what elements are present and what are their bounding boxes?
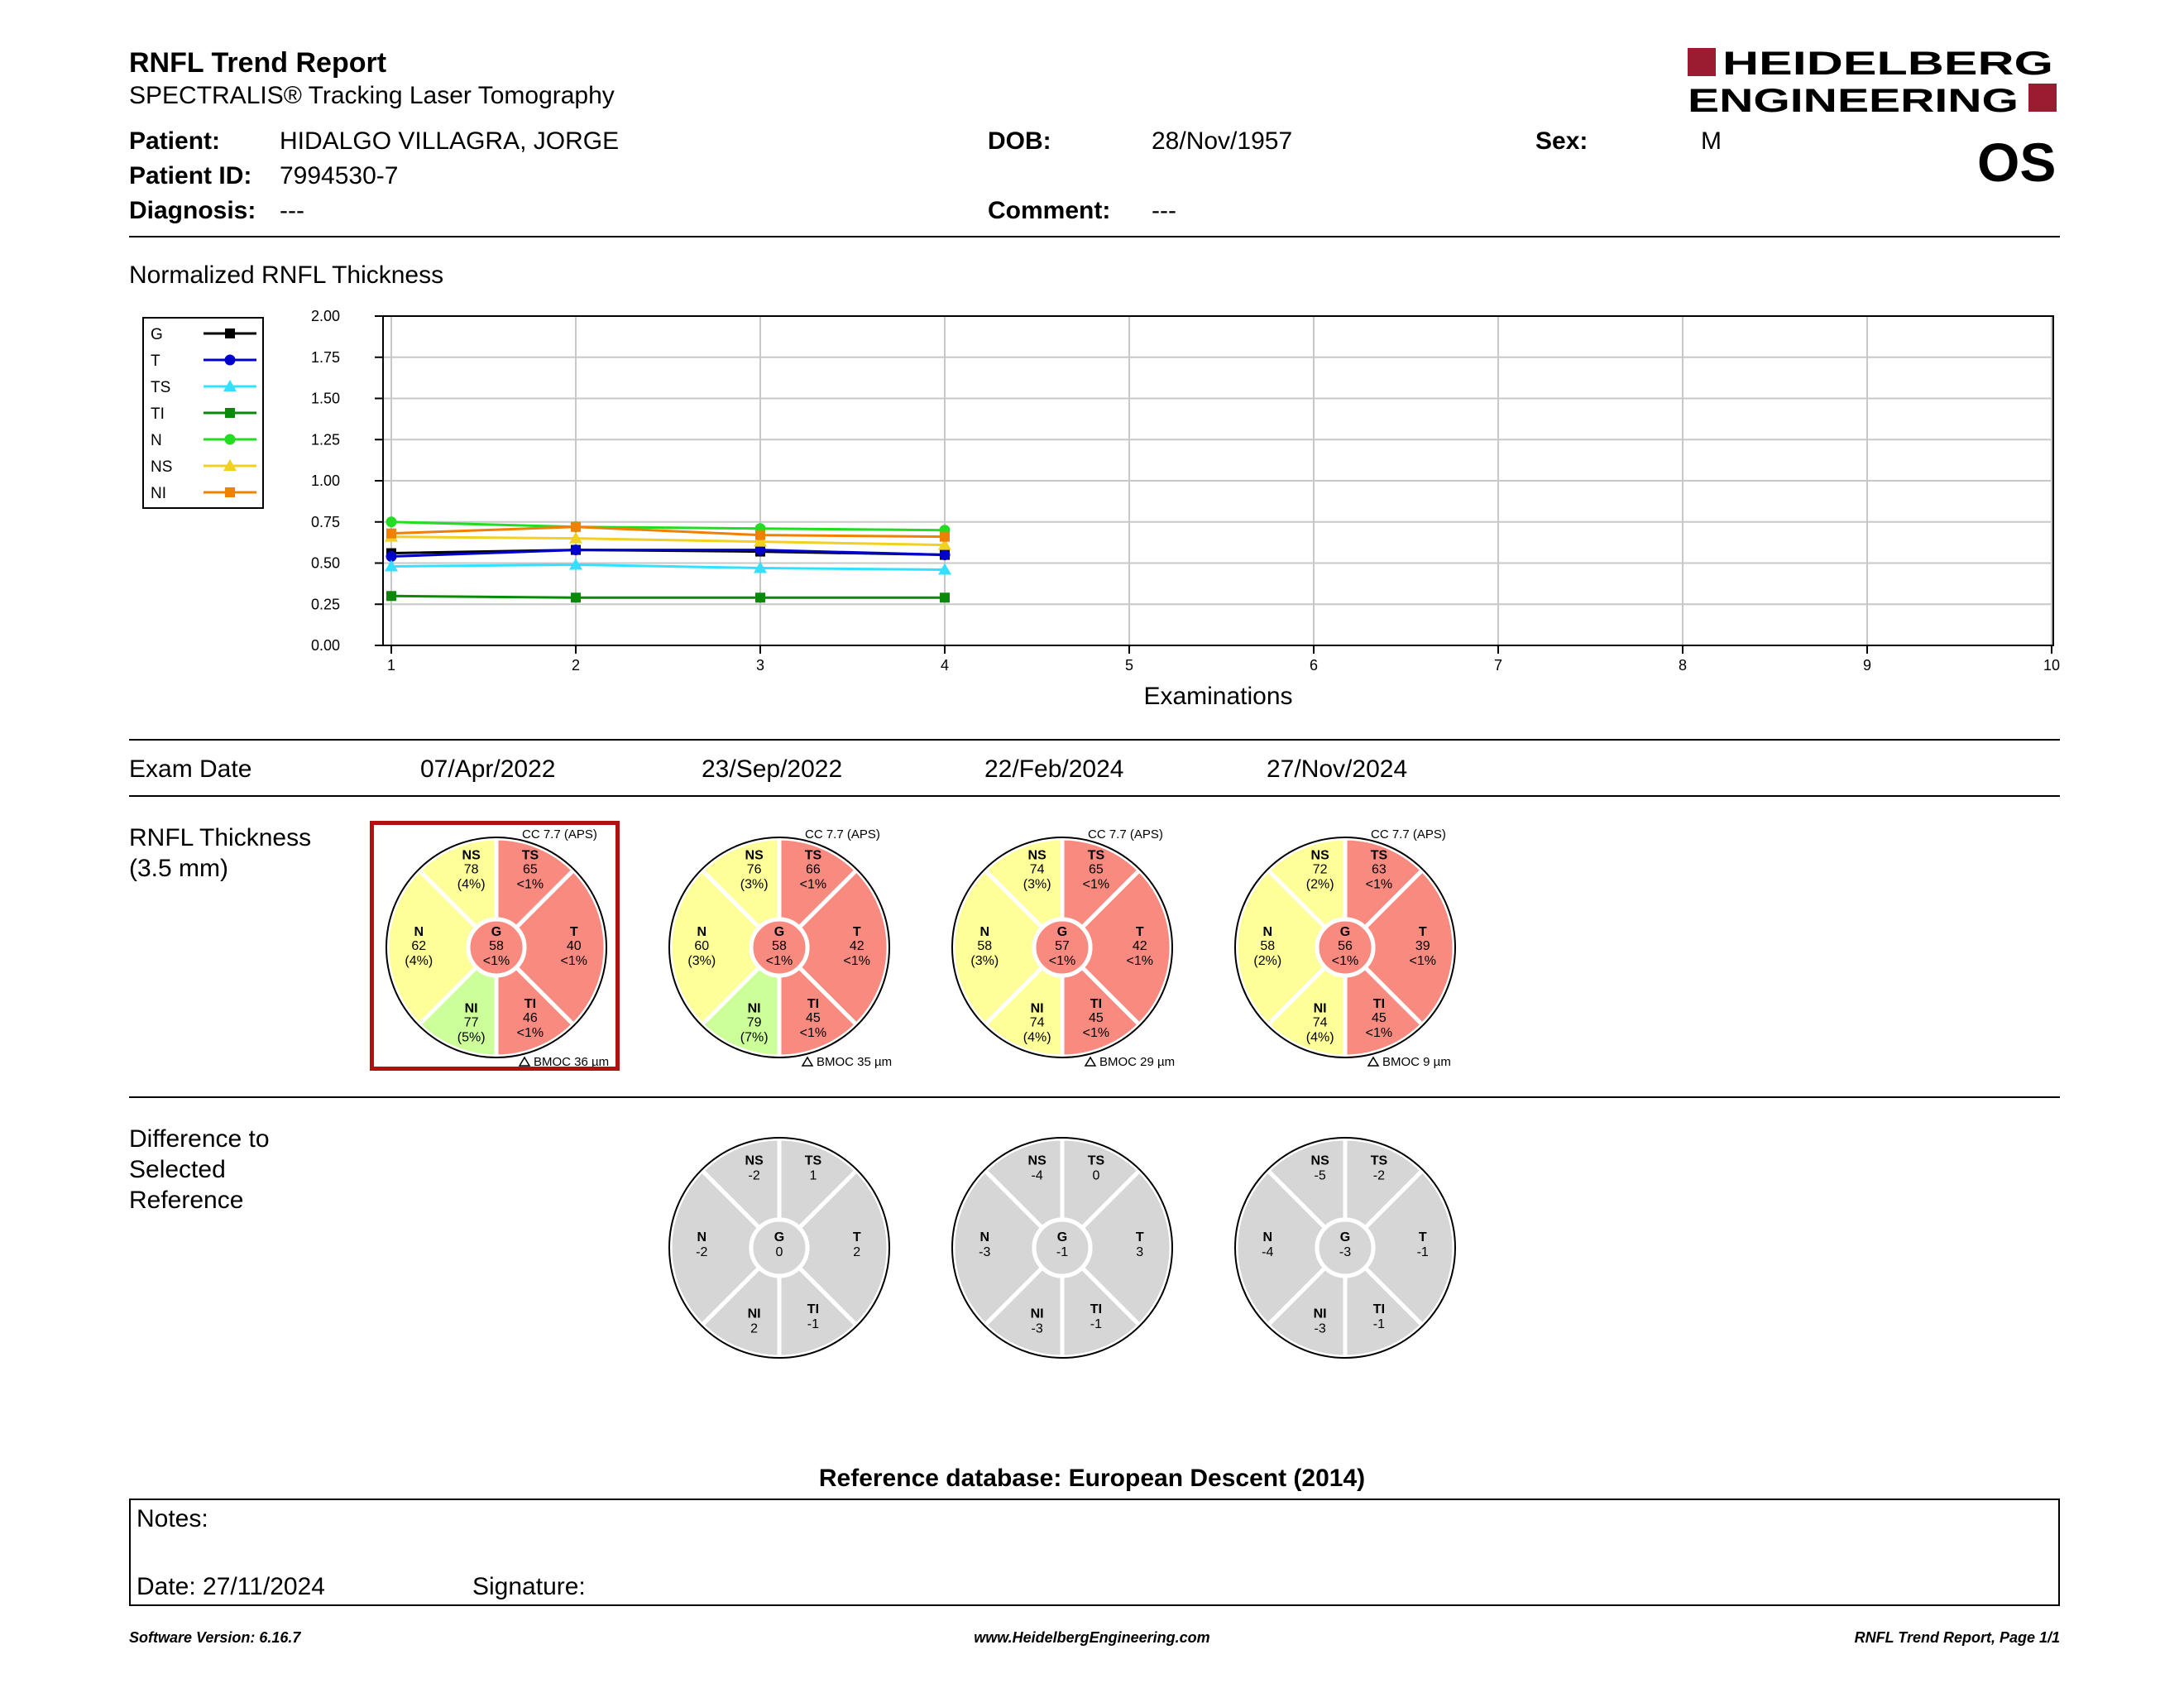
sector-value: -5 xyxy=(1314,1168,1326,1183)
x-tick-label: 6 xyxy=(1309,657,1319,674)
y-tick-label: 0.75 xyxy=(310,513,340,530)
sector-label: T xyxy=(1418,925,1427,939)
legend-marker xyxy=(225,328,235,338)
signature-label: Signature: xyxy=(472,1573,586,1600)
delta-icon xyxy=(1085,1057,1095,1066)
sector-percentile: (3%) xyxy=(740,877,769,892)
sector-value: 0 xyxy=(1092,1168,1100,1183)
sector-label: TI xyxy=(807,997,820,1012)
patient-label: Patient: xyxy=(129,127,221,155)
data-point-t xyxy=(571,544,582,555)
sector-value: 79 xyxy=(746,1015,762,1030)
sector-value: 2 xyxy=(853,1245,861,1259)
y-tick-label: 2.00 xyxy=(310,308,340,324)
sector-percentile: <1% xyxy=(843,954,870,968)
series-n xyxy=(386,516,951,535)
sector-value: -3 xyxy=(979,1245,991,1259)
sector-label: TI xyxy=(1090,997,1103,1012)
y-tick-label: 1.25 xyxy=(310,431,340,448)
sector-value: -3 xyxy=(1314,1321,1326,1336)
sector-label: N xyxy=(414,925,424,939)
notes-label: Notes: xyxy=(136,1505,208,1532)
sector-value: -1 xyxy=(1416,1245,1429,1259)
sector-percentile: <1% xyxy=(1082,877,1110,892)
sector-label: TI xyxy=(807,1302,820,1317)
difference-circles-row xyxy=(0,1134,2184,1374)
sector-label: TS xyxy=(521,848,539,863)
sector-value: -2 xyxy=(1372,1168,1386,1183)
sector-value: 65 xyxy=(523,862,538,877)
sector-label: NI xyxy=(1030,1307,1044,1321)
sex-value: M xyxy=(1701,127,1722,155)
data-point-ti xyxy=(940,592,950,602)
delta-icon xyxy=(802,1057,812,1066)
sector-label: N xyxy=(697,925,707,939)
sector-value: -3 xyxy=(1339,1245,1352,1259)
series-line-ti xyxy=(391,596,945,597)
x-tick-label: 7 xyxy=(1493,657,1503,674)
divider xyxy=(129,236,2060,237)
sector-percentile: (7%) xyxy=(740,1030,769,1045)
sector-value: -1 xyxy=(1090,1317,1103,1332)
sector-label: N xyxy=(979,925,990,939)
sector-percentile: (4%) xyxy=(457,877,486,892)
data-point-ti xyxy=(755,592,765,602)
sector-percentile: (4%) xyxy=(1305,1030,1334,1045)
sector-value: -3 xyxy=(1031,1321,1043,1336)
sector-percentile: (3%) xyxy=(687,954,716,968)
sector-label: T xyxy=(1135,1230,1144,1244)
sector-value: 72 xyxy=(1312,862,1328,877)
sector-percentile: (4%) xyxy=(405,954,433,968)
sector-value: 74 xyxy=(1312,1015,1328,1030)
y-tick-label: 0.50 xyxy=(310,554,340,572)
sector-value: 40 xyxy=(566,939,582,953)
sector-value: -4 xyxy=(1262,1245,1274,1259)
sector-label: N xyxy=(979,1230,990,1244)
sector-value: 2 xyxy=(750,1321,759,1336)
sector-label: TS xyxy=(804,1153,822,1168)
sector-value: 66 xyxy=(806,862,821,877)
sector-percentile: <1% xyxy=(799,877,827,892)
website-link[interactable]: www.HeidelbergEngineering.com xyxy=(974,1629,1210,1646)
sector-label: NS xyxy=(745,848,764,863)
rnfl-label-line2: (3.5 mm) xyxy=(129,855,228,882)
sector-label: NI xyxy=(1030,1001,1044,1016)
divider xyxy=(129,795,2060,797)
series-ti xyxy=(386,591,950,602)
x-tick-label: 2 xyxy=(571,657,581,674)
sector-percentile: (2%) xyxy=(1253,954,1282,968)
exam-date-2: 23/Sep/2022 xyxy=(702,755,843,783)
x-tick-label: 10 xyxy=(2043,657,2061,674)
cc-label: CC 7.7 (APS) xyxy=(1371,827,1446,842)
legend-marker xyxy=(225,434,236,445)
sector-value: 63 xyxy=(1372,862,1387,877)
sector-value: 0 xyxy=(775,1245,783,1259)
sector-label: TI xyxy=(1090,1302,1103,1317)
sector-label: NI xyxy=(747,1307,761,1321)
y-tick-label: 1.00 xyxy=(310,472,340,489)
sector-label: NS xyxy=(745,1153,764,1168)
sector-value: 58 xyxy=(772,939,787,953)
data-point-n xyxy=(386,516,397,527)
sector-percentile: <1% xyxy=(1082,1026,1110,1041)
sector-label: NS xyxy=(1310,1153,1329,1168)
sector-label: TS xyxy=(1370,1153,1388,1168)
sector-label: TI xyxy=(1372,997,1386,1012)
sector-percentile: <1% xyxy=(482,954,510,968)
sector-value: 65 xyxy=(1089,862,1104,877)
chart-section-title: Normalized RNFL Thickness xyxy=(129,261,444,289)
sector-percentile: <1% xyxy=(1331,954,1359,968)
sector-percentile: <1% xyxy=(1365,1026,1393,1041)
chart-legend xyxy=(143,318,263,508)
series-ts xyxy=(385,558,951,574)
patient-id-label: Patient ID: xyxy=(129,162,252,189)
x-axis-label: Examinations xyxy=(1143,683,1293,710)
dob-label: DOB: xyxy=(988,127,1051,155)
sector-value: -2 xyxy=(748,1168,760,1183)
sector-value: 42 xyxy=(849,939,864,953)
data-point-ni xyxy=(755,530,765,540)
thickness-circles-row xyxy=(0,819,2184,1076)
sector-label: NI xyxy=(1313,1001,1327,1016)
report-title: RNFL Trend Report xyxy=(129,47,387,79)
sector-value: 39 xyxy=(1415,939,1430,953)
legend-label: TS xyxy=(151,379,171,396)
divider xyxy=(129,739,2060,741)
cc-label: CC 7.7 (APS) xyxy=(522,827,597,842)
sector-value: 76 xyxy=(746,862,762,877)
sector-percentile: (3%) xyxy=(1023,877,1051,892)
comment-label: Comment: xyxy=(988,197,1111,224)
sector-percentile: <1% xyxy=(1409,954,1436,968)
legend-marker xyxy=(225,355,236,366)
sector-value: 78 xyxy=(463,862,479,877)
notes-box[interactable] xyxy=(129,1499,2060,1606)
sector-label: N xyxy=(1262,1230,1273,1244)
sector-percentile: <1% xyxy=(1126,954,1153,968)
sector-value: 60 xyxy=(694,939,710,953)
data-point-ni xyxy=(940,532,950,542)
date-label: Date: 27/11/2024 xyxy=(136,1573,325,1600)
x-tick-label: 9 xyxy=(1862,657,1872,674)
sector-value: 58 xyxy=(1260,939,1276,953)
sector-label: TS xyxy=(1087,1153,1105,1168)
series-line-ns xyxy=(391,537,945,545)
exam-date-label: Exam Date xyxy=(129,755,252,783)
sector-label: N xyxy=(1262,925,1273,939)
data-point-ti xyxy=(386,591,396,601)
comment-value: --- xyxy=(1152,197,1176,224)
sector-value: 56 xyxy=(1338,939,1353,953)
sector-value: 74 xyxy=(1029,1015,1045,1030)
sector-label: NI xyxy=(747,1001,761,1016)
sector-value: 1 xyxy=(809,1168,817,1183)
logo-line2: ENGINEERING xyxy=(1688,83,2019,116)
reference-database: Reference database: European Descent (2014) xyxy=(818,1465,1366,1492)
sector-value: -1 xyxy=(1056,1245,1069,1259)
series-t xyxy=(386,544,951,562)
legend-label: TI xyxy=(151,405,165,423)
sector-label: N xyxy=(697,1230,707,1244)
series-ns xyxy=(385,530,951,550)
logo-line1: HEIDELBERG xyxy=(1722,46,2053,82)
legend-marker xyxy=(225,487,235,497)
divider xyxy=(129,1096,2060,1098)
series-line-n xyxy=(391,522,945,530)
legend-label: G xyxy=(151,326,163,343)
sector-value: -1 xyxy=(807,1317,820,1332)
sector-label: G xyxy=(1339,925,1351,939)
sector-value: -4 xyxy=(1031,1168,1043,1183)
sector-percentile: <1% xyxy=(765,954,793,968)
sector-label: T xyxy=(852,1230,861,1244)
logo-graphic xyxy=(1688,46,2060,116)
sector-value: -2 xyxy=(696,1245,708,1259)
legend-marker xyxy=(225,408,235,418)
sector-value: 77 xyxy=(463,1015,479,1030)
sector-value: 45 xyxy=(806,1011,821,1026)
sector-value: 62 xyxy=(411,939,427,953)
sector-value: 58 xyxy=(489,939,504,953)
sector-label: G xyxy=(774,1230,785,1244)
sector-label: TI xyxy=(1372,1302,1386,1317)
legend-label: NI xyxy=(151,485,166,502)
y-tick-label: 1.75 xyxy=(310,348,340,366)
delta-icon xyxy=(1368,1057,1378,1066)
sector-percentile: <1% xyxy=(1365,877,1393,892)
x-tick-label: 3 xyxy=(755,657,765,674)
trend-chart xyxy=(0,298,2184,712)
data-point-ni xyxy=(386,529,396,539)
sector-percentile: <1% xyxy=(560,954,587,968)
legend-label: NS xyxy=(151,458,173,476)
patient-name: HIDALGO VILLAGRA, JORGE xyxy=(280,127,620,155)
sector-percentile: (2%) xyxy=(1305,877,1334,892)
x-tick-label: 5 xyxy=(1124,657,1134,674)
sector-label: G xyxy=(774,925,785,939)
eye-indicator: OS xyxy=(1977,132,2057,193)
legend-label: T xyxy=(151,352,160,370)
sector-label: TI xyxy=(524,997,537,1012)
sector-label: NS xyxy=(462,848,481,863)
bmoc-label: BMOC 9 µm xyxy=(1382,1055,1451,1069)
heidelberg-logo xyxy=(1688,46,2060,116)
rnfl-label-line1: RNFL Thickness xyxy=(129,824,312,851)
sector-label: NS xyxy=(1310,848,1329,863)
sector-percentile: <1% xyxy=(799,1026,827,1041)
sector-value: 74 xyxy=(1029,862,1045,877)
sector-label: G xyxy=(491,925,502,939)
sector-label: NS xyxy=(1027,1153,1046,1168)
sector-value: 46 xyxy=(523,1011,538,1026)
y-tick-label: 0.00 xyxy=(310,637,340,654)
sector-percentile: (5%) xyxy=(457,1030,486,1045)
dob-value: 28/Nov/1957 xyxy=(1152,127,1293,155)
sector-label: TS xyxy=(1087,848,1105,863)
thickness-circle[interactable] xyxy=(1217,819,1490,1076)
data-point-t xyxy=(940,549,951,560)
series-line-ts xyxy=(391,564,945,569)
bmoc-label: BMOC 35 µm xyxy=(817,1055,893,1069)
sector-percentile: (4%) xyxy=(1023,1030,1051,1045)
sector-percentile: (3%) xyxy=(970,954,999,968)
page-number: RNFL Trend Report, Page 1/1 xyxy=(1854,1629,2060,1646)
report-subtitle: SPECTRALIS® Tracking Laser Tomography xyxy=(129,82,615,109)
sector-label: T xyxy=(1135,925,1144,939)
sector-label: TS xyxy=(804,848,822,863)
y-tick-label: 0.25 xyxy=(310,596,340,613)
legend-label: N xyxy=(151,432,162,449)
diagnosis-value: --- xyxy=(280,197,304,224)
cc-label: CC 7.7 (APS) xyxy=(1088,827,1163,842)
exam-date-3: 22/Feb/2024 xyxy=(984,755,1124,783)
sector-label: TS xyxy=(1370,848,1388,863)
diff-label-line2: Selected xyxy=(129,1156,226,1183)
sector-value: 45 xyxy=(1372,1011,1387,1026)
x-tick-label: 1 xyxy=(386,657,396,674)
difference-circle[interactable] xyxy=(934,1134,1207,1390)
difference-circle[interactable] xyxy=(1217,1134,1490,1390)
cc-label: CC 7.7 (APS) xyxy=(805,827,880,842)
sector-label: T xyxy=(1418,1230,1427,1244)
sector-label: G xyxy=(1056,1230,1068,1244)
diff-label-line1: Difference to xyxy=(129,1125,270,1153)
data-point-ti xyxy=(571,592,581,602)
bmoc-label: BMOC 29 µm xyxy=(1099,1055,1176,1069)
diff-label-line3: Reference xyxy=(129,1187,244,1214)
selected-reference-frame[interactable] xyxy=(370,821,620,1071)
sector-value: 45 xyxy=(1089,1011,1104,1026)
sector-percentile: <1% xyxy=(516,1026,544,1041)
sector-label: G xyxy=(1056,925,1068,939)
sector-label: NI xyxy=(464,1001,478,1016)
patient-id: 7994530-7 xyxy=(280,162,399,189)
sector-value: 3 xyxy=(1136,1245,1144,1259)
sector-value: 42 xyxy=(1132,939,1147,953)
sector-value: -1 xyxy=(1372,1317,1386,1332)
x-tick-label: 8 xyxy=(1678,657,1688,674)
sector-label: T xyxy=(852,925,861,939)
sector-percentile: <1% xyxy=(516,877,544,892)
software-version: Software Version: 6.16.7 xyxy=(129,1629,301,1646)
x-tick-label: 4 xyxy=(940,657,950,674)
bmoc-label: BMOC 36 µm xyxy=(534,1055,610,1069)
diagnosis-label: Diagnosis: xyxy=(129,197,256,224)
thickness-circle[interactable] xyxy=(651,819,924,1076)
sector-value: 58 xyxy=(977,939,993,953)
sector-label: NS xyxy=(1027,848,1046,863)
sector-value: 57 xyxy=(1055,939,1070,953)
exam-date-1: 07/Apr/2022 xyxy=(420,755,556,783)
sector-label: NI xyxy=(1313,1307,1327,1321)
sector-percentile: <1% xyxy=(1048,954,1076,968)
y-tick-label: 1.50 xyxy=(310,390,340,407)
thickness-circle[interactable] xyxy=(934,819,1207,1076)
difference-circle[interactable] xyxy=(651,1134,924,1390)
data-point-ni xyxy=(571,522,581,532)
exam-date-4: 27/Nov/2024 xyxy=(1267,755,1408,783)
sex-label: Sex: xyxy=(1535,127,1588,155)
sector-label: G xyxy=(1339,1230,1351,1244)
sector-label: T xyxy=(569,925,578,939)
